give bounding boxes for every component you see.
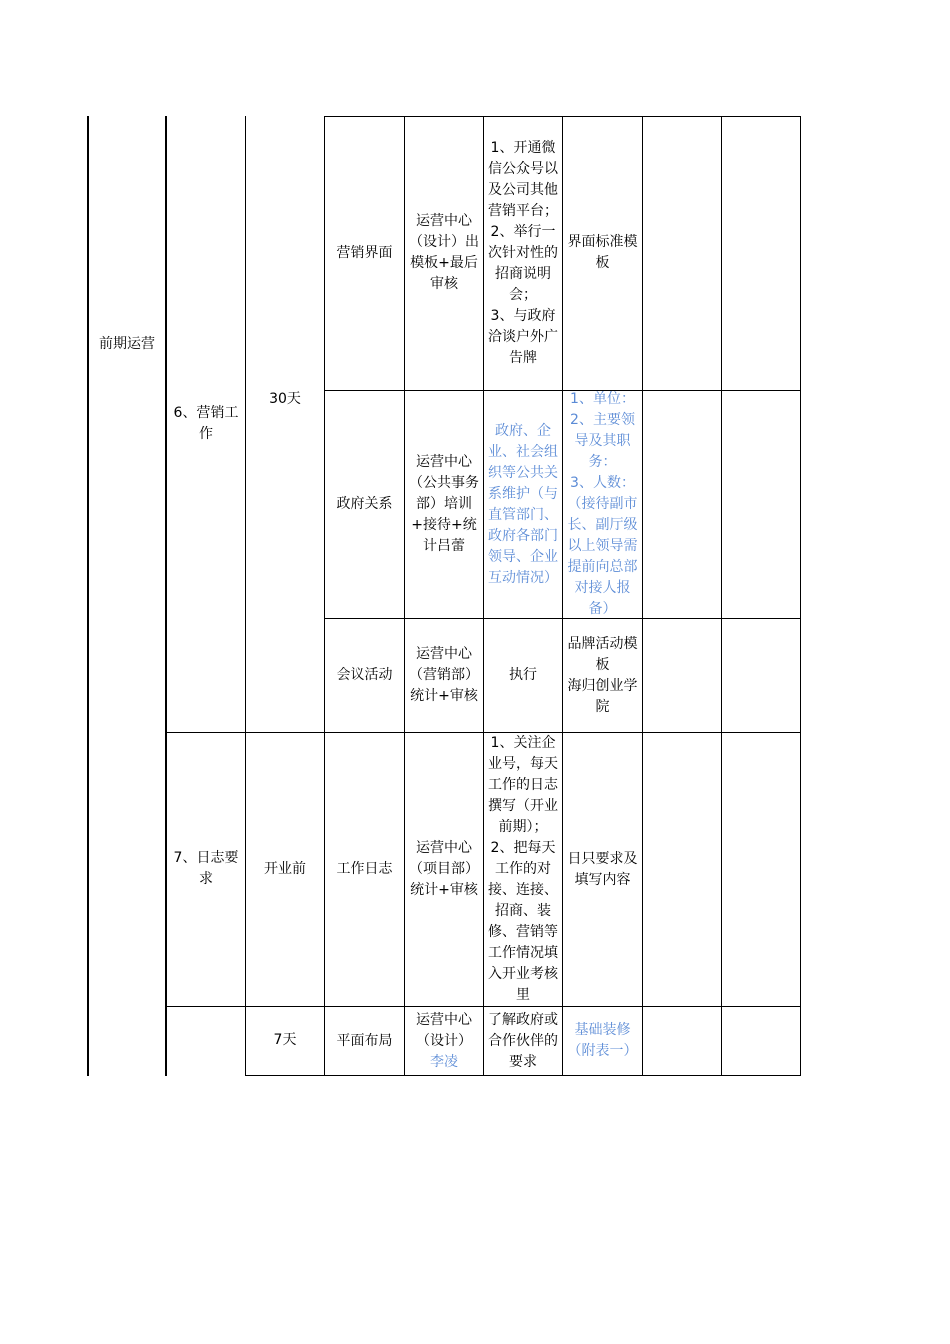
item-cell: 政府关系 — [336, 496, 393, 512]
item-cell: 营销界面 — [336, 244, 393, 261]
owner-cell: 运营中心（项目部）统计+审核 — [409, 840, 479, 898]
duration-cell: 开业前 — [264, 860, 306, 877]
duration-cell: 7天 — [273, 1032, 297, 1048]
grid-line — [721, 116, 722, 1076]
owner-cell: 运营中心（设计）出模板+最后审核 — [409, 213, 479, 292]
task-cell: 6、营销工作 — [173, 405, 239, 442]
owner-cell: 运营中心（公共事务部）培训+接待+统计吕蕾 — [409, 454, 479, 554]
task-cell: 7、日志要求 — [173, 850, 239, 887]
item-cell: 会议活动 — [336, 667, 393, 683]
template-cell: 品牌活动模板 海归创业学院 — [567, 635, 638, 715]
grid-line — [642, 116, 643, 1076]
content-cell: 政府、企业、社会组织等公共关系维护（与直管部门、政府各部门领导、企业互动情况） — [488, 422, 558, 586]
content-cell: 执行 — [509, 667, 537, 683]
content-cell: 1、开通微信公众号以及公司其他营销平台； 2、举行一次针对性的招商说明会； 3、与政府洽谈户外广告牌 — [488, 139, 558, 366]
template-cell: 界面标准模板 — [567, 234, 638, 271]
phase-cell: 前期运营 — [99, 335, 155, 352]
template-cell: 基础装修（附表一） — [567, 1022, 638, 1059]
content-cell: 1、关注企业号，每天工作的日志撰写（开业前期）； 2、把每天工作的对接、连接、招商、装修、营销等工作情况填入开业考核里 — [488, 735, 558, 1003]
template-cell: 1、单位： 2、主要领导及其职务： 3、人数：（接待副市长、副厅级以上领导需提前向总部对接人报备） — [567, 391, 638, 617]
template-cell: 日只要求及填写内容 — [567, 850, 638, 888]
grid-line — [245, 1075, 801, 1076]
owner-cell: 运营中心（营销部）统计+审核 — [409, 646, 479, 704]
grid-line — [800, 116, 801, 1076]
duration-cell: 30天 — [269, 390, 301, 407]
item-cell: 工作日志 — [336, 861, 393, 877]
content-cell: 了解政府或合作伙伴的要求 — [488, 1011, 558, 1070]
item-cell: 平面布局 — [336, 1032, 393, 1049]
owner-cell: 运营中心（设计） 李凌 — [416, 1011, 472, 1070]
